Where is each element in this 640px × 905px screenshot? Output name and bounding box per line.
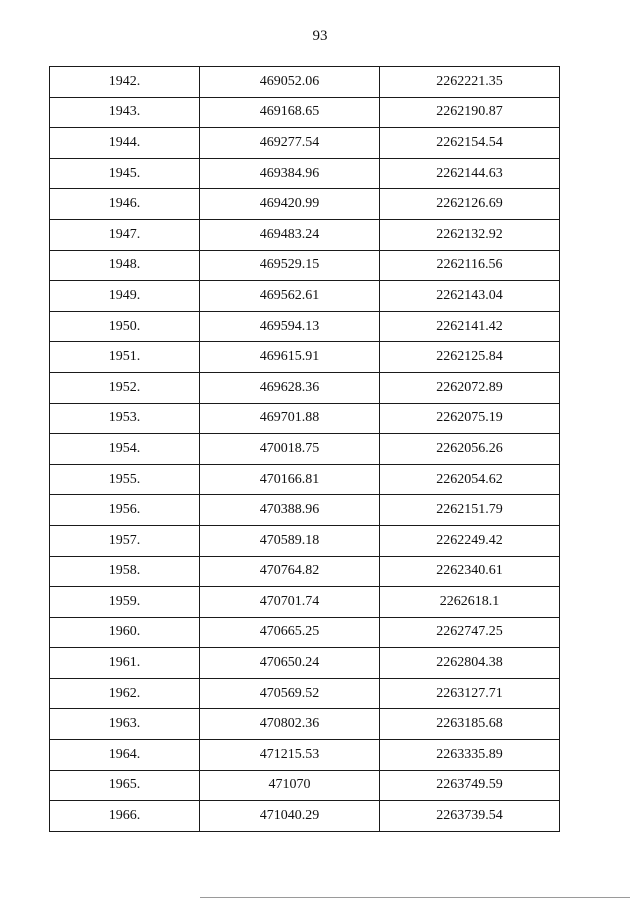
year-cell: 1964. — [50, 740, 200, 771]
y-value-cell: 2262144.63 — [380, 158, 560, 189]
year-cell: 1942. — [50, 67, 200, 98]
year-cell: 1955. — [50, 464, 200, 495]
x-value-cell: 471070 — [200, 770, 380, 801]
y-value-cell: 2262143.04 — [380, 281, 560, 312]
table-row — [50, 97, 560, 128]
y-value-cell: 2262141.42 — [380, 311, 560, 342]
table-row — [50, 709, 560, 740]
year-cell: 1952. — [50, 372, 200, 403]
table-row — [50, 128, 560, 159]
y-value-cell: 2263127.71 — [380, 678, 560, 709]
year-cell: 1945. — [50, 158, 200, 189]
y-value-cell: 2262056.26 — [380, 434, 560, 465]
table-row — [50, 617, 560, 648]
table-row — [50, 67, 560, 98]
table-row — [50, 648, 560, 679]
y-value-cell: 2262154.54 — [380, 128, 560, 159]
y-value-cell: 2263749.59 — [380, 770, 560, 801]
table-row — [50, 281, 560, 312]
year-cell: 1951. — [50, 342, 200, 373]
y-value-cell: 2262075.19 — [380, 403, 560, 434]
year-cell: 1950. — [50, 311, 200, 342]
year-cell: 1966. — [50, 801, 200, 832]
x-value-cell: 469277.54 — [200, 128, 380, 159]
x-value-cell: 469384.96 — [200, 158, 380, 189]
year-cell: 1948. — [50, 250, 200, 281]
x-value-cell: 470589.18 — [200, 525, 380, 556]
x-value-cell: 469701.88 — [200, 403, 380, 434]
year-cell: 1953. — [50, 403, 200, 434]
y-value-cell: 2262190.87 — [380, 97, 560, 128]
x-value-cell: 469615.91 — [200, 342, 380, 373]
table-row — [50, 403, 560, 434]
table-row — [50, 158, 560, 189]
table-row — [50, 250, 560, 281]
x-value-cell: 470802.36 — [200, 709, 380, 740]
year-cell: 1962. — [50, 678, 200, 709]
year-cell: 1963. — [50, 709, 200, 740]
year-cell: 1959. — [50, 587, 200, 618]
y-value-cell: 2262054.62 — [380, 464, 560, 495]
x-value-cell: 471040.29 — [200, 801, 380, 832]
x-value-cell: 470764.82 — [200, 556, 380, 587]
y-value-cell: 2263739.54 — [380, 801, 560, 832]
table-row — [50, 678, 560, 709]
x-value-cell: 471215.53 — [200, 740, 380, 771]
x-value-cell: 469052.06 — [200, 67, 380, 98]
x-value-cell: 470166.81 — [200, 464, 380, 495]
y-value-cell: 2262747.25 — [380, 617, 560, 648]
table-row — [50, 464, 560, 495]
table-row — [50, 342, 560, 373]
table-row — [50, 189, 560, 220]
table-row — [50, 525, 560, 556]
year-cell: 1944. — [50, 128, 200, 159]
x-value-cell: 469168.65 — [200, 97, 380, 128]
year-cell: 1961. — [50, 648, 200, 679]
year-cell: 1960. — [50, 617, 200, 648]
x-value-cell: 469594.13 — [200, 311, 380, 342]
year-cell: 1954. — [50, 434, 200, 465]
table-row — [50, 587, 560, 618]
y-value-cell: 2262125.84 — [380, 342, 560, 373]
y-value-cell: 2263335.89 — [380, 740, 560, 771]
x-value-cell: 470650.24 — [200, 648, 380, 679]
table-row — [50, 219, 560, 250]
table-row — [50, 311, 560, 342]
x-value-cell: 470569.52 — [200, 678, 380, 709]
x-value-cell: 470701.74 — [200, 587, 380, 618]
coordinates-table — [49, 66, 560, 832]
bottom-rule — [200, 897, 630, 898]
year-cell: 1947. — [50, 219, 200, 250]
x-value-cell: 469483.24 — [200, 219, 380, 250]
year-cell: 1958. — [50, 556, 200, 587]
x-value-cell: 470388.96 — [200, 495, 380, 526]
page-number: 93 — [312, 28, 328, 44]
table-row — [50, 801, 560, 832]
coordinates-table-body — [50, 67, 560, 832]
y-value-cell: 2262132.92 — [380, 219, 560, 250]
year-cell: 1965. — [50, 770, 200, 801]
y-value-cell: 2263185.68 — [380, 709, 560, 740]
y-value-cell: 2262126.69 — [380, 189, 560, 220]
x-value-cell: 469420.99 — [200, 189, 380, 220]
x-value-cell: 469562.61 — [200, 281, 380, 312]
year-cell: 1949. — [50, 281, 200, 312]
y-value-cell: 2262249.42 — [380, 525, 560, 556]
x-value-cell: 469529.15 — [200, 250, 380, 281]
year-cell: 1956. — [50, 495, 200, 526]
year-cell: 1943. — [50, 97, 200, 128]
y-value-cell: 2262340.61 — [380, 556, 560, 587]
x-value-cell: 470018.75 — [200, 434, 380, 465]
table-row — [50, 740, 560, 771]
table-row — [50, 770, 560, 801]
year-cell: 1957. — [50, 525, 200, 556]
table-row — [50, 372, 560, 403]
table-row — [50, 434, 560, 465]
x-value-cell: 469628.36 — [200, 372, 380, 403]
y-value-cell: 2262618.1 — [380, 587, 560, 618]
table-row — [50, 556, 560, 587]
y-value-cell: 2262151.79 — [380, 495, 560, 526]
y-value-cell: 2262221.35 — [380, 67, 560, 98]
year-cell: 1946. — [50, 189, 200, 220]
x-value-cell: 470665.25 — [200, 617, 380, 648]
y-value-cell: 2262116.56 — [380, 250, 560, 281]
table-row — [50, 495, 560, 526]
y-value-cell: 2262072.89 — [380, 372, 560, 403]
y-value-cell: 2262804.38 — [380, 648, 560, 679]
